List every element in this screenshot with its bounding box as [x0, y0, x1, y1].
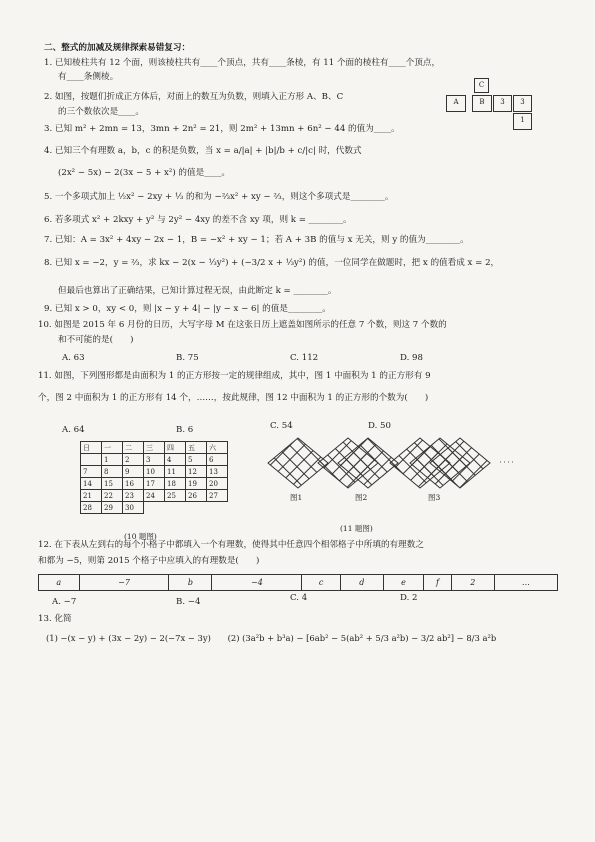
q12-option-d: D. 2 — [400, 593, 418, 603]
q12-option-b: B. −4 — [176, 597, 201, 607]
q12-option-a: A. −7 — [52, 597, 77, 607]
fig1-caption: 图1 — [290, 493, 303, 502]
calendar-day: 19 — [186, 478, 207, 490]
calendar-day: 27 — [207, 490, 228, 502]
calendar-day: 28 — [81, 502, 102, 514]
calendar-day — [165, 502, 186, 514]
section-title: 二、整式的加减及规律探索易错复习： — [44, 43, 191, 53]
calendar-day: 14 — [81, 478, 102, 490]
q2-line1: 2. 如图，按题们折成正方体后，对面上的数互为负数，则填入正方形 A、B、C — [44, 92, 344, 102]
calendar-day: 16 — [123, 478, 144, 490]
q12-line1: 12. 在下表从左到右的每个小格子中都填入一个有理数，使得其中任意四个相邻格子中所填的有理数之 — [38, 540, 424, 550]
q5: 5. 一个多项式加上 ½x² − 2xy + ⅓ 的和为 −⅔x² + xy − ⅔，则这个多项式是________。 — [44, 192, 394, 202]
sequence-cell: e — [383, 575, 423, 591]
q1-line2: 有____条侧棱。 — [58, 72, 119, 82]
calendar-row — [81, 466, 228, 478]
q7: 7. 已知：A = 3x² + 4xy − 2x − 1，B = −x² + xy − 1；若 A + 3B 的值与 x 无关，则 y 的值为________。 — [44, 235, 469, 245]
sequence-cell: −7 — [79, 575, 169, 591]
q10-line1: 10. 如图是 2015 年 6 月份的日历，大写字母 M 在这张日历上遮盖如图所示的任意 7 个数，则这 7 个数的 — [38, 320, 447, 330]
figure-2-grid — [318, 438, 398, 488]
q11-caption: (11 题图) — [340, 524, 373, 533]
q10-option-c: C. 112 — [290, 353, 319, 363]
sequence-row — [39, 575, 558, 591]
figure-1-grid — [268, 438, 328, 488]
calendar-header: 二 — [123, 442, 144, 454]
q12-line2: 和都为 −5，则第 2015 个格子中应填入的有理数是( ) — [38, 556, 260, 566]
figure-3-grid — [390, 438, 490, 488]
q2-line2: 的三个数依次是____。 — [58, 107, 144, 117]
sequence-cell: c — [302, 575, 341, 591]
calendar-day: 26 — [186, 490, 207, 502]
q12-option-c: C. 4 — [290, 593, 308, 603]
calendar-day: 17 — [144, 478, 165, 490]
calendar-day: 2 — [123, 454, 144, 466]
q4-line1: 4. 已知三个有理数 a，b，c 的积是负数，当 x = a/|a| + |b|/b + c/|c| 时，代数式 — [44, 146, 362, 156]
calendar-table — [80, 441, 228, 514]
calendar-row — [81, 502, 228, 514]
net-cell-1: 1 — [513, 113, 532, 130]
calendar-header: 五 — [186, 442, 207, 454]
q11-line2: 个，图 2 中面积为 1 的正方形有 14 个，……，按此规律，图 12 中面积为 1 的正方形的个数为( ) — [38, 393, 429, 403]
calendar-header: 三 — [144, 442, 165, 454]
calendar-day: 23 — [123, 490, 144, 502]
q10-caption: (10 题图) — [124, 532, 157, 541]
calendar-day: 21 — [81, 490, 102, 502]
calendar-day: 6 — [207, 454, 228, 466]
calendar-day: 4 — [165, 454, 186, 466]
sequence-cell: −4 — [212, 575, 302, 591]
calendar-header-row — [81, 442, 228, 454]
q1-line1: 1. 已知棱柱共有 12 个面，则该棱柱共有____个顶点，共有____条棱，有 11 个面的棱柱有____个顶点， — [44, 58, 441, 68]
calendar-day: 10 — [144, 466, 165, 478]
calendar-day: 29 — [102, 502, 123, 514]
q6: 6. 若多项式 x² + 2kxy + y² 与 2y² − 4xy 的差不含 xy 项，则 k = ________。 — [44, 215, 352, 225]
q3: 3. 已知 m² + 2mn = 13，3mn + 2n² = 21，则 2m² + 13mn + 6n² − 44 的值为____。 — [44, 124, 400, 134]
calendar-header: 日 — [81, 442, 102, 454]
q9: 9. 已知 x > 0，xy < 0，则 |x − y + 4| − |y − x − 6| 的值是________。 — [44, 304, 331, 314]
calendar-day: 7 — [81, 466, 102, 478]
calendar-header: 六 — [207, 442, 228, 454]
calendar-day — [186, 502, 207, 514]
q10-line2: 和不可能的是( ) — [58, 335, 134, 345]
sequence-cell: f — [424, 575, 452, 591]
q8-line1: 8. 已知 x = −2，y = ⅔，求 kx − 2(x − ⅓y²) + (−3/2 x + ⅓y²) 的值，一位同学在做题时，把 x 的值看成 x = 2， — [44, 258, 500, 268]
calendar-day: 25 — [165, 490, 186, 502]
q11-option-d: D. 50 — [368, 421, 391, 431]
calendar-day: 13 — [207, 466, 228, 478]
calendar-day: 20 — [207, 478, 228, 490]
q11-option-c: C. 54 — [270, 421, 293, 431]
calendar-day: 9 — [123, 466, 144, 478]
calendar-day: 11 — [165, 466, 186, 478]
q4-line2: (2x² − 5x) − 2(3x − 5 + x²) 的值是____。 — [58, 168, 230, 178]
sequence-table — [38, 574, 558, 591]
sequence-cell: 2 — [451, 575, 494, 591]
q11-line1: 11. 如图，下列图形都是由面积为 1 的正方形按一定的规律组成，其中，图 1 中面积为 1 的正方形有 9 — [38, 371, 431, 381]
calendar-row — [81, 490, 228, 502]
net-cell-3a: 3 — [493, 95, 512, 112]
q10-option-b: B. 75 — [176, 353, 199, 363]
net-cell-a: A — [446, 95, 466, 112]
q11-option-a: A. 64 — [62, 425, 85, 435]
calendar-day: 22 — [102, 490, 123, 502]
calendar-day: 3 — [144, 454, 165, 466]
sequence-cell: … — [494, 575, 557, 591]
calendar-day — [144, 502, 165, 514]
net-cell-3b: 3 — [513, 95, 532, 112]
q13-expressions: (1) −(x − y) + (3x − 2y) − 2(−7x − 3y) (2) (3a²b + b³a) − [6ab² − 5(ab² + 5/3 a²b) − 3/2 ab²] − 8/3 a²b — [46, 633, 497, 643]
calendar-day: 24 — [144, 490, 165, 502]
calendar-day: 12 — [186, 466, 207, 478]
fig3-caption: 图3 — [428, 493, 441, 502]
calendar-header: 一 — [102, 442, 123, 454]
q11-option-b: B. 6 — [176, 425, 194, 435]
sequence-cell: d — [340, 575, 383, 591]
calendar-day: 18 — [165, 478, 186, 490]
fig2-caption: 图2 — [355, 493, 368, 502]
calendar-day: 8 — [102, 466, 123, 478]
net-cell-b: B — [472, 95, 492, 112]
calendar-row — [81, 478, 228, 490]
net-cell-c: C — [474, 78, 489, 93]
calendar-day: 1 — [102, 454, 123, 466]
sequence-cell: a — [39, 575, 80, 591]
calendar-header: 四 — [165, 442, 186, 454]
calendar-day: 15 — [102, 478, 123, 490]
q8-line2: 但最后也算出了正确结果，已知计算过程无误，由此断定 k = ________。 — [58, 286, 337, 296]
calendar-day: 5 — [186, 454, 207, 466]
q13-title: 13. 化简 — [38, 614, 72, 624]
calendar-day — [81, 454, 102, 466]
calendar-row — [81, 454, 228, 466]
calendar-day: 30 — [123, 502, 144, 514]
calendar-day — [207, 502, 228, 514]
q10-option-a: A. 63 — [62, 353, 85, 363]
q10-option-d: D. 98 — [400, 353, 423, 363]
sequence-cell: b — [169, 575, 212, 591]
